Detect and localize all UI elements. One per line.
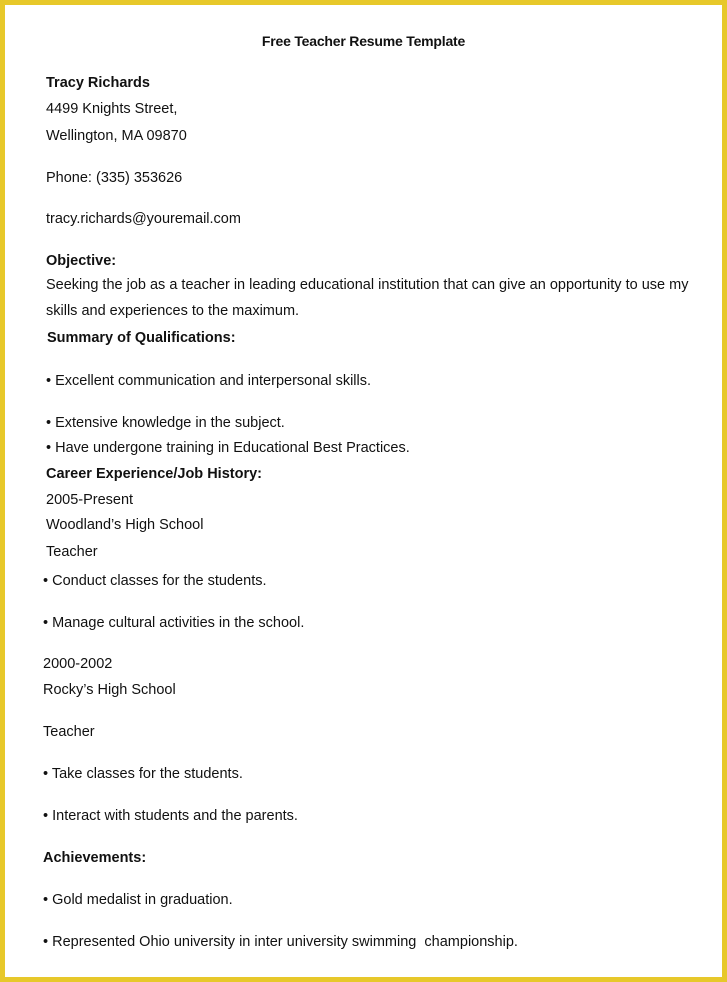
career-heading: Career Experience/Job History:	[46, 466, 262, 482]
objective-text: Seeking the job as a teacher in leading educational institution that can give an opportunity to use my skills and experiences to the maximum.	[46, 277, 689, 319]
email-address: tracy.richards@youremail.com	[46, 211, 241, 227]
address-line-1: 4499 Knights Street,	[46, 101, 178, 117]
candidate-name: Tracy Richards	[46, 75, 150, 91]
job-school: Rocky’s High School	[43, 682, 176, 698]
job-period: 2005-Present	[46, 492, 134, 508]
achievements-heading: Achievements:	[43, 850, 147, 866]
summary-item: • Excellent communication and interpersonal skills.	[46, 373, 372, 389]
address-line-2: Wellington, MA 09870	[46, 128, 187, 144]
job-period: 2000-2002	[43, 656, 113, 672]
achievement-item: • Gold medalist in graduation.	[43, 892, 233, 908]
job-duty: • Interact with students and the parents.	[43, 808, 298, 824]
achievement-item: • Represented Ohio university in inter university swimming championship.	[43, 934, 518, 950]
job-duty: • Take classes for the students.	[43, 766, 243, 782]
job-role: Teacher	[43, 724, 95, 740]
job-school: Woodland’s High School	[46, 517, 204, 533]
summary-item: • Extensive knowledge in the subject.	[46, 415, 285, 431]
job-duty: • Conduct classes for the students.	[43, 573, 267, 589]
summary-item: • Have undergone training in Educational Best Practices.	[46, 440, 410, 456]
document-title: Free Teacher Resume Template	[261, 33, 466, 49]
objective-heading: Objective:	[46, 253, 117, 269]
phone-number: Phone: (335) 353626	[46, 170, 183, 186]
job-role: Teacher	[46, 544, 98, 560]
summary-heading: Summary of Qualifications:	[47, 330, 236, 346]
job-duty: • Manage cultural activities in the school.	[43, 615, 305, 631]
